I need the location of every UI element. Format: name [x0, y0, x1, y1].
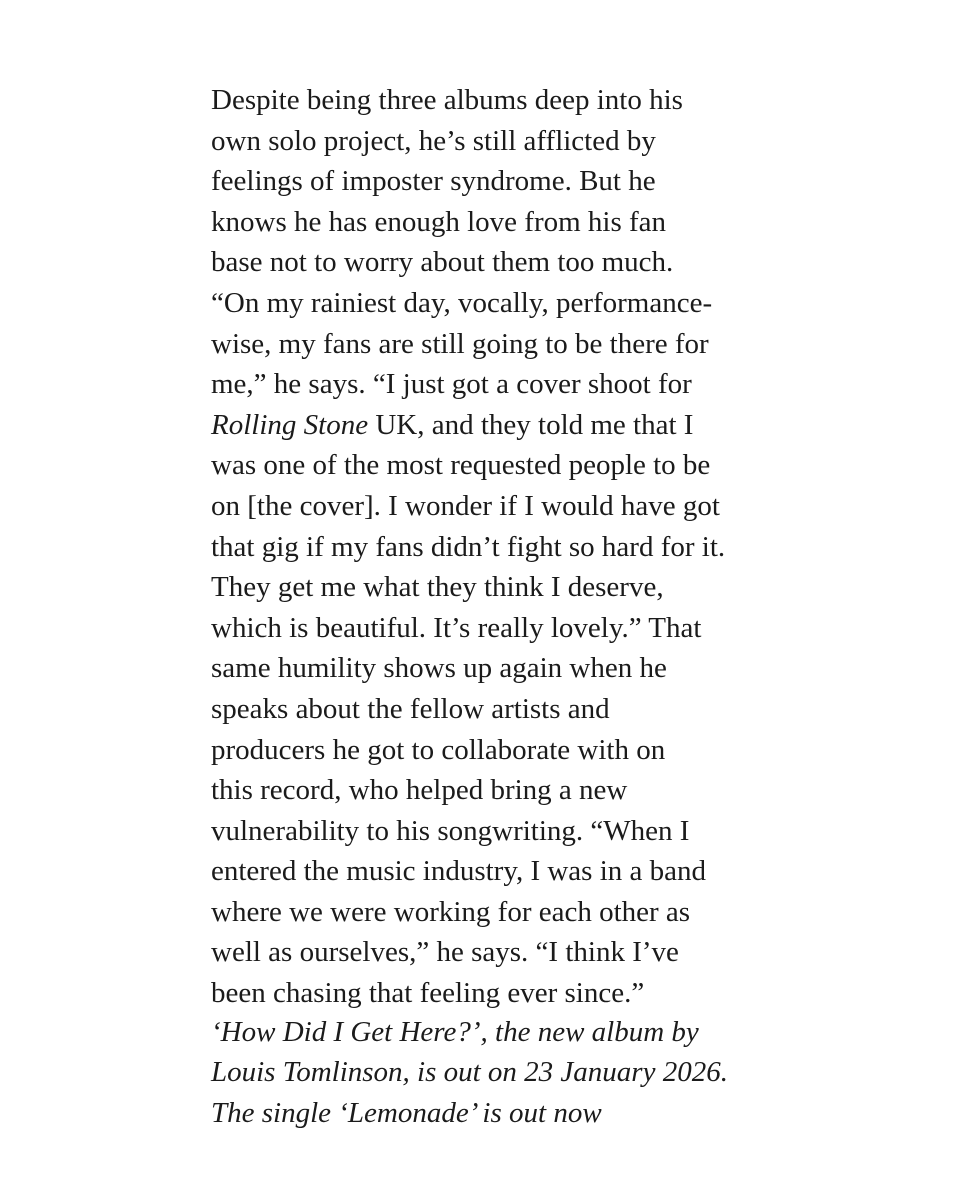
article-body — [211, 80, 771, 1014]
body-line: me,” he says. “I just got a cover shoot for — [211, 368, 692, 401]
footnote-line: Louis Tomlinson, is out on 23 January 2026. — [211, 1056, 728, 1089]
body-line: same humility shows up again when he — [211, 652, 667, 685]
body-line: where we were working for each other as — [211, 895, 691, 928]
body-line: which is beautiful. It’s really lovely.” That — [211, 611, 702, 644]
body-line: Despite being three albums deep into his — [211, 84, 683, 116]
body-line: “On my rainiest day, vocally, performance- — [211, 286, 713, 319]
body-line: They get me what they think I deserve, — [211, 571, 664, 604]
body-line: knows he has enough love from his fan — [211, 205, 667, 238]
body-line: well as ourselves,” he says. “I think I’ve — [211, 936, 679, 969]
body-line — [211, 405, 771, 446]
body-line: entered the music industry, I was in a band — [211, 855, 707, 888]
body-line: that gig if my fans didn’t fight so hard for it. — [211, 530, 726, 563]
body-line: feelings of imposter syndrome. But he — [211, 165, 656, 198]
body-line: was one of the most requested people to be — [211, 449, 711, 482]
footnote-line: ‘How Did I Get Here?’, the new album by — [211, 1016, 699, 1048]
body-line: been chasing that feeling ever since.” — [211, 977, 645, 1010]
footnote-line: The single ‘Lemonade’ is out now — [211, 1096, 602, 1129]
body-line: on [the cover]. I wonder if I would have got — [211, 489, 720, 522]
body-line-text: UK, and they told me that I — [368, 408, 694, 441]
body-line: speaks about the fellow artists and — [211, 692, 610, 725]
body-line: base not to worry about them too much. — [211, 246, 674, 279]
body-line: wise, my fans are still going to be there for — [211, 327, 709, 360]
body-line: vulnerability to his songwriting. “When I — [211, 814, 690, 847]
publication-name: Rolling Stone — [211, 408, 369, 441]
album-footnote — [211, 1012, 771, 1133]
body-line: this record, who helped bring a new — [211, 774, 628, 807]
body-line: own solo project, he’s still afflicted by — [211, 124, 656, 157]
body-line: producers he got to collaborate with on — [211, 733, 666, 766]
